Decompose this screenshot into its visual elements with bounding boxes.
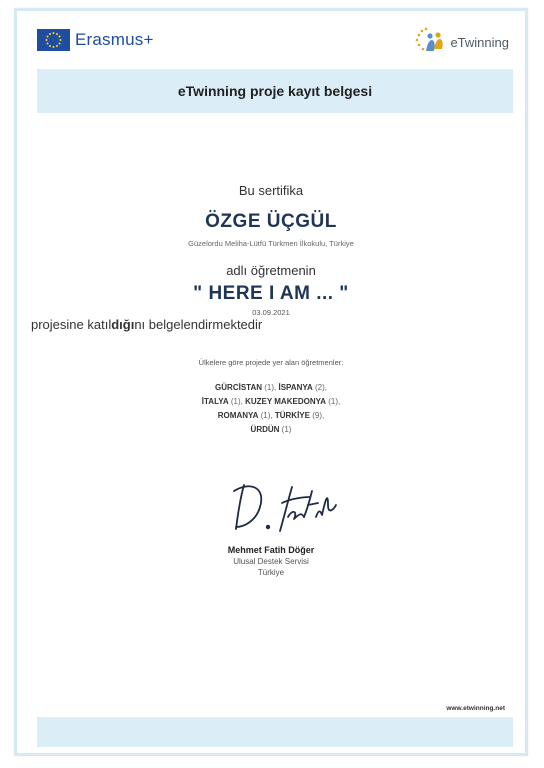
country-name: İTALYA (201, 397, 229, 406)
countries-line (17, 381, 525, 395)
countries-title: Ülkelere göre projede yer alan öğretmenler: (198, 358, 344, 367)
school-name: Güzelordu Meliha-Lütfü Türkmen İlkokulu, Türkiye (188, 239, 354, 248)
title-banner (37, 69, 513, 113)
confirmation-bold: dığı (111, 317, 135, 332)
role-text: adlı öğretmenin (226, 263, 316, 278)
erasmus-label: Erasmus+ (75, 30, 154, 49)
country-name: TÜRKİYE (274, 411, 310, 420)
certificate-intro: Bu sertifika (238, 183, 304, 198)
country-count: (1), (328, 397, 341, 406)
certificate-frame (14, 8, 528, 756)
confirmation-prefix: projesine katıl (31, 317, 112, 332)
etwinning-logo (414, 27, 509, 58)
countries-line (17, 423, 525, 437)
country-name: KUZEY MAKEDONYA (245, 397, 326, 406)
countries-list (17, 381, 525, 437)
countries-line (17, 395, 525, 409)
website-link[interactable]: www.etwinning.net (446, 705, 505, 712)
erasmus-logo (37, 29, 154, 51)
country-name: GÜRCİSTAN (215, 383, 263, 392)
footer-band (37, 717, 513, 747)
signer-name: Mehmet Fatih Döğer (227, 545, 315, 555)
country-name: ROMANYA (217, 411, 259, 420)
country-count: (1) (281, 425, 292, 434)
country-count: (1), (260, 411, 273, 420)
signer-country: Türkiye (257, 568, 285, 577)
countries-line (17, 409, 525, 423)
confirmation-mid: nı belgelendirmektedir (134, 317, 263, 332)
eu-flag-icon (37, 29, 70, 51)
project-name: " HERE I AM ... " (193, 283, 349, 304)
country-count: (2), (314, 383, 327, 392)
signature-image (230, 477, 340, 544)
registration-date: 03.09.2021 (252, 308, 290, 317)
signer-role: Ulusal Destek Servisi (233, 557, 309, 566)
country-name: ÜRDÜN (250, 425, 280, 434)
confirmation-text (31, 317, 262, 332)
country-count: (1), (230, 397, 243, 406)
etwinning-logo-icon (414, 27, 448, 58)
country-count: (1), (264, 383, 277, 392)
teacher-name: ÖZGE ÜÇGÜL (205, 211, 337, 232)
page-title: eTwinning proje kayıt belgesi (177, 83, 373, 99)
country-count: (9), (312, 411, 325, 420)
country-name: İSPANYA (278, 383, 313, 392)
etwinning-label: eTwinning (450, 35, 509, 50)
